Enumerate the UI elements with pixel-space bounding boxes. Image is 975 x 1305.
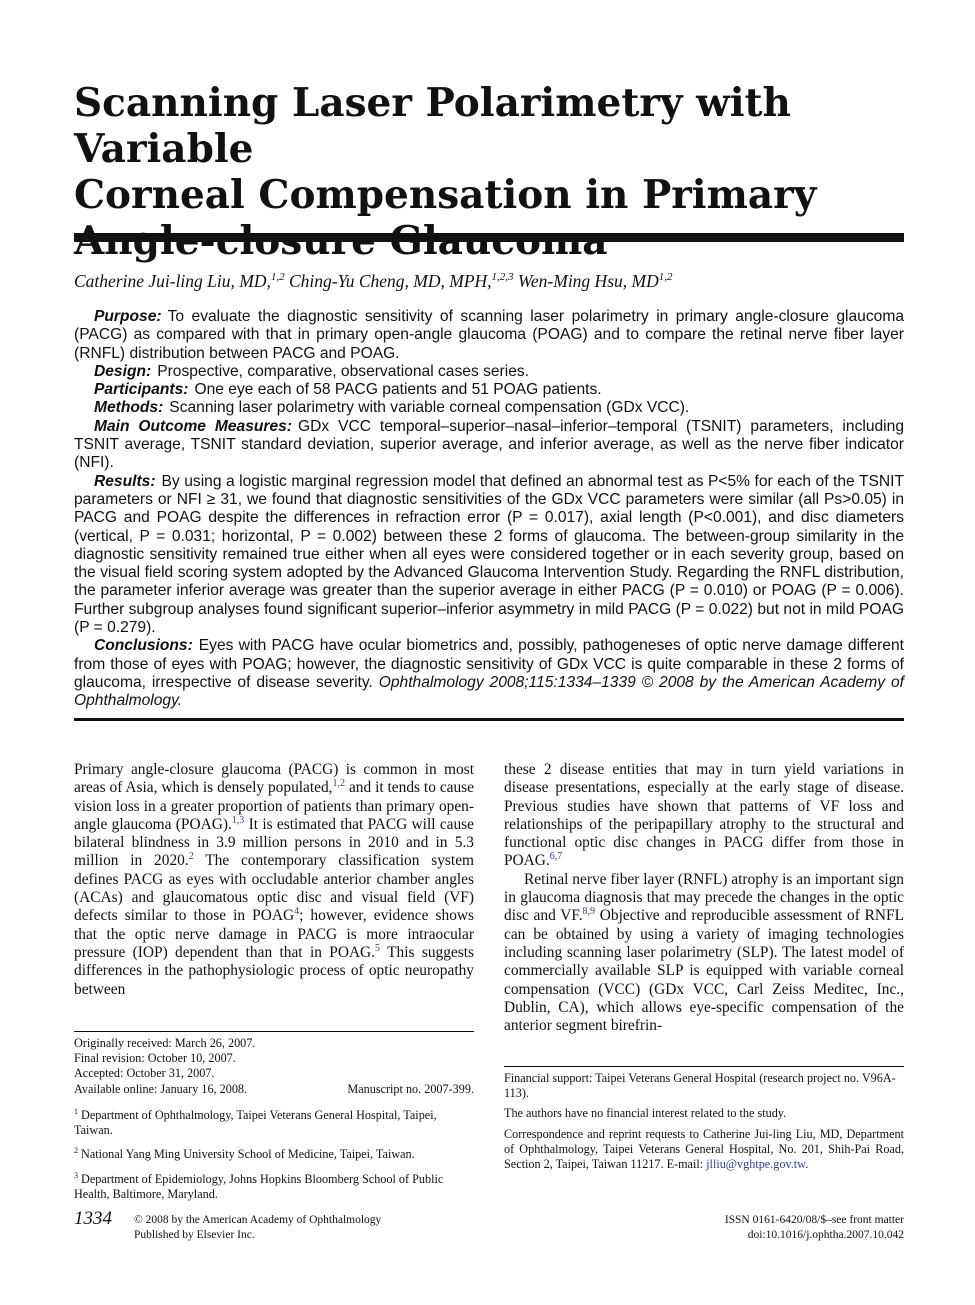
doi: doi:10.1016/j.ophtha.2007.10.042 bbox=[747, 1229, 904, 1241]
title-line: Corneal Compensation in Primary bbox=[74, 172, 817, 218]
footnotes-left bbox=[74, 1036, 474, 1207]
abstract-conclusions bbox=[74, 637, 904, 710]
author-affiliation: 1,2 bbox=[270, 271, 285, 283]
date-online-row bbox=[74, 1082, 474, 1097]
affiliation-note bbox=[74, 1104, 474, 1138]
reference-link[interactable]: 8,9 bbox=[582, 906, 596, 918]
conflict-statement: The authors have no financial interest related to the study. bbox=[504, 1106, 787, 1121]
manuscript-number: Manuscript no. 2007-399. bbox=[347, 1081, 474, 1096]
footnote-divider-right bbox=[504, 1066, 904, 1067]
reference-link[interactable]: 5 bbox=[375, 942, 381, 954]
abstract-label: Design: bbox=[94, 362, 152, 380]
correspondence-end: . bbox=[805, 1157, 809, 1172]
body-column-right bbox=[504, 761, 904, 1035]
footnotes-right bbox=[504, 1071, 904, 1177]
page-number: 1334 bbox=[74, 1208, 112, 1229]
abstract-text: One eye each of 58 PACG patients and 51 POAG patients. bbox=[194, 381, 602, 399]
affiliation-text: Department of Ophthalmology, Taipei Veterans General Hospital, Taipei, Taiwan. bbox=[74, 1107, 437, 1138]
abstract-text: By using a logistic marginal regression model that defined an abnormal test as P<5% for each of the TSNIT parameters or NFI ≥ 31, we found that diagnostic sensitivities of the GDx VCC parameters were similar (all Ps>0.05) in PACG and POAG despite the differences in refraction error (P = 0.017), axial length (P<0.001), and disc diameters (vertical, P = 0.031; horizontal, P = 0.002) between these 2 forms of glaucoma. The between-group similarity in the diagnostic sensitivity remained true either when all eyes were considered together or in each severity group, based on the visual field scoring system adopted by the Advanced Glaucoma Intervention Study. Regarding the RNFL distribution, the parameter inferior average was greater than the superior average in either PACG (P = 0.010) or POAG (P = 0.006). Further subgroup analyses found significant superior–inferior asymmetry in mild PACG (P = 0.022) but not in mild POAG (P = 0.279). bbox=[74, 472, 904, 637]
affiliation-number: 3 bbox=[74, 1170, 78, 1180]
footnote-divider-left bbox=[74, 1031, 474, 1032]
financial-support: Financial support: Taipei Veterans General Hospital (research project no. V96A-113). bbox=[504, 1071, 896, 1101]
date-online: Available online: January 16, 2008. bbox=[74, 1081, 248, 1096]
abstract-label: Methods: bbox=[94, 399, 164, 417]
abstract-methods bbox=[74, 399, 904, 417]
body-paragraph: Primary angle-closure glaucoma (PACG) is common in most areas of Asia, which is densely populated,$^{1,2}$ and it tends to cause vision loss in a greater proportion of patients than primary open-angle glaucoma (POAG).$^{1,3}$ It is estimated that PACG will cause bilateral blindness in 3.9 million persons in 2010 and in 5.3 million in 2020.$^2$ The contemporary classification system defines PACG as eyes with occludable anterior chamber angles (ACAs) and glaucomatous optic disc and visual field (VF) defects similar to those in POAG$^4$; however, evidence shows that the optic nerve damage in PACG is more intraocular pressure (IOP) dependent than that in POAG.$^5$ This suggests differences in the pathophysiologic process of optic neuropathy between bbox=[74, 761, 474, 998]
abstract-design bbox=[74, 363, 904, 381]
abstract-text: Prospective, comparative, observational cases series. bbox=[157, 362, 530, 380]
affiliation-note bbox=[74, 1168, 474, 1202]
reference-link[interactable]: 6,7 bbox=[549, 851, 563, 863]
abstract bbox=[74, 308, 904, 711]
affiliation-text: Department of Epidemiology, Johns Hopkins Bloomberg School of Public Health, Baltimore, Maryland. bbox=[74, 1171, 444, 1201]
abstract-participants bbox=[74, 381, 904, 399]
abstract-label: Conclusions: bbox=[94, 637, 193, 655]
date-revision: Final revision: October 10, 2007. bbox=[74, 1051, 236, 1066]
correspondence bbox=[504, 1127, 904, 1173]
author-affiliation: 1,2,3 bbox=[491, 271, 514, 283]
date-accepted: Accepted: October 31, 2007. bbox=[74, 1066, 215, 1081]
copyright: © 2008 by the American Academy of Ophthalmology bbox=[134, 1214, 382, 1226]
issn: ISSN 0161-6420/08/$–see front matter bbox=[724, 1214, 904, 1226]
affiliation-number: 2 bbox=[74, 1146, 78, 1156]
author-name: Ching-Yu Cheng, MD, MPH, bbox=[288, 270, 492, 291]
author-list bbox=[74, 266, 904, 292]
abstract-text: Scanning laser polarimetry with variable corneal compensation (GDx VCC). bbox=[169, 399, 690, 417]
abstract-text: To evaluate the diagnostic sensitivity of scanning laser polarimetry in primary angle-closure glaucoma (PACG) as compared with that in primary open-angle glaucoma (POAG) and to compare the retinal nerve fiber layer (RNFL) distribution between PACG and POAG. bbox=[74, 308, 904, 362]
abstract-label: Purpose: bbox=[94, 308, 162, 325]
abstract-purpose bbox=[74, 308, 904, 363]
abstract-outcome-measures bbox=[74, 418, 904, 473]
body-paragraph: Retinal nerve fiber layer (RNFL) atrophy is an important sign in glaucoma diagnosis that may precede the changes in the optic disc and VF.$^{8,9}$ Objective and reproducible assessment of RNFL can be obtained by using a variety of imaging technologies including scanning laser polarimetry (SLP). The latest model of commercially available SLP is equipped with variable corneal compensation (VCC) (GDx VCC, Carl Zeiss Meditec, Inc., Dublin, CA), which allows eye-specific compensation of the anterior segment birefrin- bbox=[504, 870, 904, 1035]
body-paragraph: these 2 disease entities that may in turn yield variations in disease presentations, especially at the early stage of disease. Previous studies have shown that patterns of VF loss and relationships of the peripapillary atrophy to the structural and functional optic disc changes in PACG differ from those in POAG.$^{6,7}$ bbox=[504, 761, 904, 870]
affiliation-number: 1 bbox=[74, 1106, 78, 1116]
publisher: Published by Elsevier Inc. bbox=[134, 1229, 255, 1241]
body-column-left bbox=[74, 761, 474, 999]
title-line: Scanning Laser Polarimetry with Variable bbox=[74, 80, 791, 172]
reference-link[interactable]: 4 bbox=[294, 906, 300, 918]
abstract-label: Results: bbox=[94, 472, 156, 490]
page-footer-left bbox=[74, 1208, 381, 1243]
email-link[interactable]: jlliu@vghtpe.gov.tw bbox=[706, 1157, 806, 1172]
author-affiliation: 1,2 bbox=[658, 271, 673, 283]
reference-link[interactable]: 1,2 bbox=[332, 778, 346, 790]
reference-link[interactable]: 2 bbox=[188, 851, 194, 863]
affiliation-note bbox=[74, 1143, 474, 1162]
abstract-label: Main Outcome Measures: bbox=[94, 417, 292, 435]
journal-citation: Ophthalmology 2008;115:1334–1339 © 2008 by the American Academy of Ophthalmology. bbox=[74, 673, 904, 710]
title-divider bbox=[74, 233, 904, 242]
copyright-block bbox=[134, 1208, 381, 1243]
date-received: Originally received: March 26, 2007. bbox=[74, 1036, 256, 1050]
affiliation-text: National Yang Ming University School of Medicine, Taipei, Taiwan. bbox=[81, 1147, 415, 1162]
author-name: Wen-Ming Hsu, MD bbox=[517, 270, 659, 291]
abstract-results bbox=[74, 473, 904, 638]
abstract-divider bbox=[74, 718, 904, 721]
reference-link[interactable]: 1,3 bbox=[231, 814, 245, 826]
abstract-text: Eyes with PACG have ocular biometrics and, possibly, pathogeneses of optic nerve damage different from those of eyes with POAG; however, the diagnostic sensitivity of GDx VCC is quite comparable in these 2 forms of glaucoma, irrespective of disease severity. bbox=[74, 637, 904, 691]
page-footer-right bbox=[725, 1213, 904, 1243]
manuscript-dates bbox=[74, 1036, 474, 1097]
author-name: Catherine Jui-ling Liu, MD, bbox=[74, 270, 271, 291]
abstract-text: GDx VCC temporal–superior–nasal–inferior–temporal (TSNIT) parameters, including TSNIT average, TSNIT standard deviation, superior average, and inferior average, as well as the nerve fiber indicator (NFI). bbox=[74, 417, 904, 472]
correspondence-text: Correspondence and reprint requests to Catherine Jui-ling Liu, MD, Department of Ophthalmology, Taipei Veterans General Hospital, No. 201, Shih-Pai Road, Section 2, Taipei, Taiwan 11217. E-mail: bbox=[504, 1126, 904, 1172]
abstract-label: Participants: bbox=[94, 381, 189, 399]
